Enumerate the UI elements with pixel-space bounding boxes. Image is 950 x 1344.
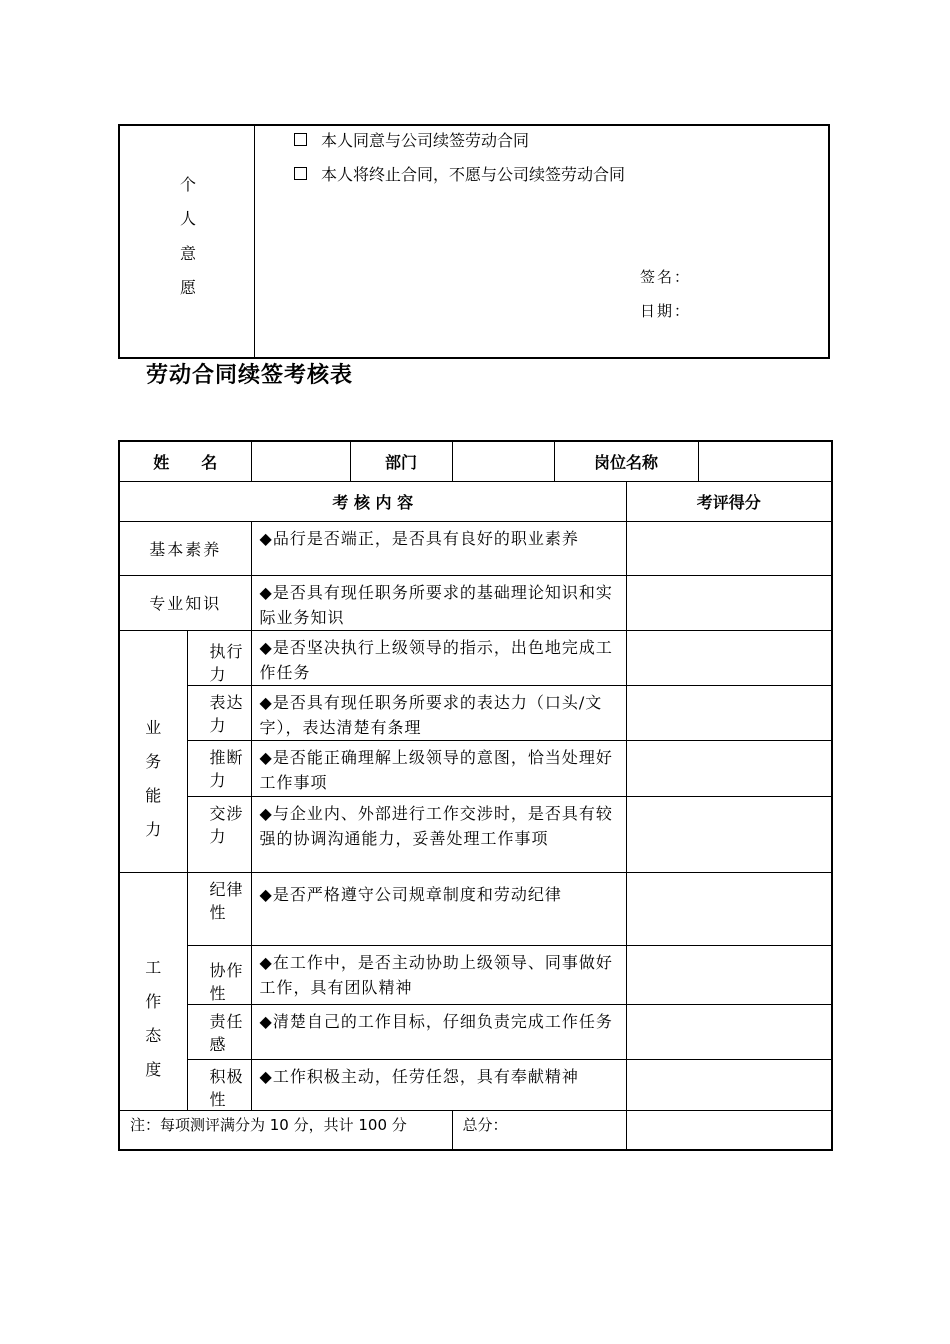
negotiation-score-cell[interactable]: [626, 796, 832, 872]
cooperation-desc: ◆在工作中，是否主动协助上级领导、同事做好工作，具有团队精神: [251, 945, 626, 1004]
terminate-label: 本人将终止合同，不愿与公司续签劳动合同: [321, 165, 626, 184]
discipline-label: 纪律性: [187, 872, 251, 945]
responsibility-score-cell[interactable]: [626, 1004, 832, 1059]
intent-divider: [254, 124, 255, 359]
expression-label: 表达力: [187, 685, 251, 740]
agree-renew-label: 本人同意与公司续签劳动合同: [321, 131, 530, 150]
attitude-group-label: 工 作 态 度: [119, 872, 187, 1110]
basic-score-cell[interactable]: [626, 521, 832, 575]
execution-score-cell[interactable]: [626, 630, 832, 685]
score-header: 考评得分: [626, 481, 832, 521]
terminate-option[interactable]: [294, 162, 625, 185]
negotiation-desc: ◆与企业内、外部进行工作交涉时，是否具有较强的协调沟通能力，妥善处理工作事项: [251, 796, 626, 872]
agree-renew-option[interactable]: [294, 128, 529, 151]
expression-score-cell[interactable]: [626, 685, 832, 740]
cooperation-label: 协作性: [187, 945, 251, 1004]
intent-label-char: 愿: [179, 278, 196, 297]
knowledge-desc: ◆是否具有现任职务所要求的基础理论知识和实际业务知识: [251, 575, 626, 630]
dept-label: 部门: [350, 441, 452, 481]
signature-label: 签名：: [640, 268, 692, 286]
judgment-label: 推断力: [187, 740, 251, 796]
negotiation-label: 交涉力: [187, 796, 251, 872]
execution-label: 执行力: [187, 630, 251, 685]
basic-label: 基本素养: [119, 521, 251, 575]
assessment-table: [118, 440, 833, 1151]
name-value-cell[interactable]: [251, 441, 350, 481]
expression-desc: ◆是否具有现任职务所要求的表达力（口头/文字），表达清楚有条理: [251, 685, 626, 740]
initiative-score-cell[interactable]: [626, 1059, 832, 1110]
checkbox-agree[interactable]: [294, 133, 307, 146]
score-note: 注：每项测评满分为 10 分，共计 100 分: [130, 1115, 407, 1134]
position-label: 岗位名称: [554, 441, 698, 481]
intent-label-char: 意: [179, 244, 196, 263]
knowledge-label: 专业知识: [119, 575, 251, 630]
initiative-desc: ◆工作积极主动，任劳任怨，具有奉献精神: [251, 1059, 626, 1110]
intent-label-char: 人: [179, 209, 196, 228]
name-label: 姓 名: [119, 441, 251, 481]
responsibility-desc: ◆清楚自己的工作目标，仔细负责完成工作任务: [251, 1004, 626, 1059]
judgment-desc: ◆是否能正确理解上级领导的意图，恰当处理好工作事项: [251, 740, 626, 796]
total-label: 总分：: [452, 1110, 626, 1150]
responsibility-label: 责任感: [187, 1004, 251, 1059]
personal-intent-box: [118, 124, 830, 359]
intent-label-char: 个: [179, 175, 196, 194]
judgment-score-cell[interactable]: [626, 740, 832, 796]
checkbox-terminate[interactable]: [294, 167, 307, 180]
business-group-label: 业 务 能 力: [119, 630, 187, 872]
discipline-desc: ◆是否严格遵守公司规章制度和劳动纪律: [251, 872, 626, 945]
basic-desc: ◆品行是否端正，是否具有良好的职业素养: [251, 521, 626, 575]
initiative-label: 积极性: [187, 1059, 251, 1110]
execution-desc: ◆是否坚决执行上级领导的指示，出色地完成工作任务: [251, 630, 626, 685]
discipline-score-cell[interactable]: [626, 872, 832, 945]
note-cell: [119, 1110, 452, 1150]
dept-value-cell[interactable]: [452, 441, 554, 481]
date-label: 日期：: [640, 302, 692, 320]
knowledge-score-cell[interactable]: [626, 575, 832, 630]
content-header: 考 核 内 容: [119, 481, 626, 521]
position-value-cell[interactable]: [698, 441, 832, 481]
cooperation-score-cell[interactable]: [626, 945, 832, 1004]
total-score-cell[interactable]: [626, 1110, 832, 1150]
form-title: 劳动合同续签考核表: [146, 362, 354, 388]
